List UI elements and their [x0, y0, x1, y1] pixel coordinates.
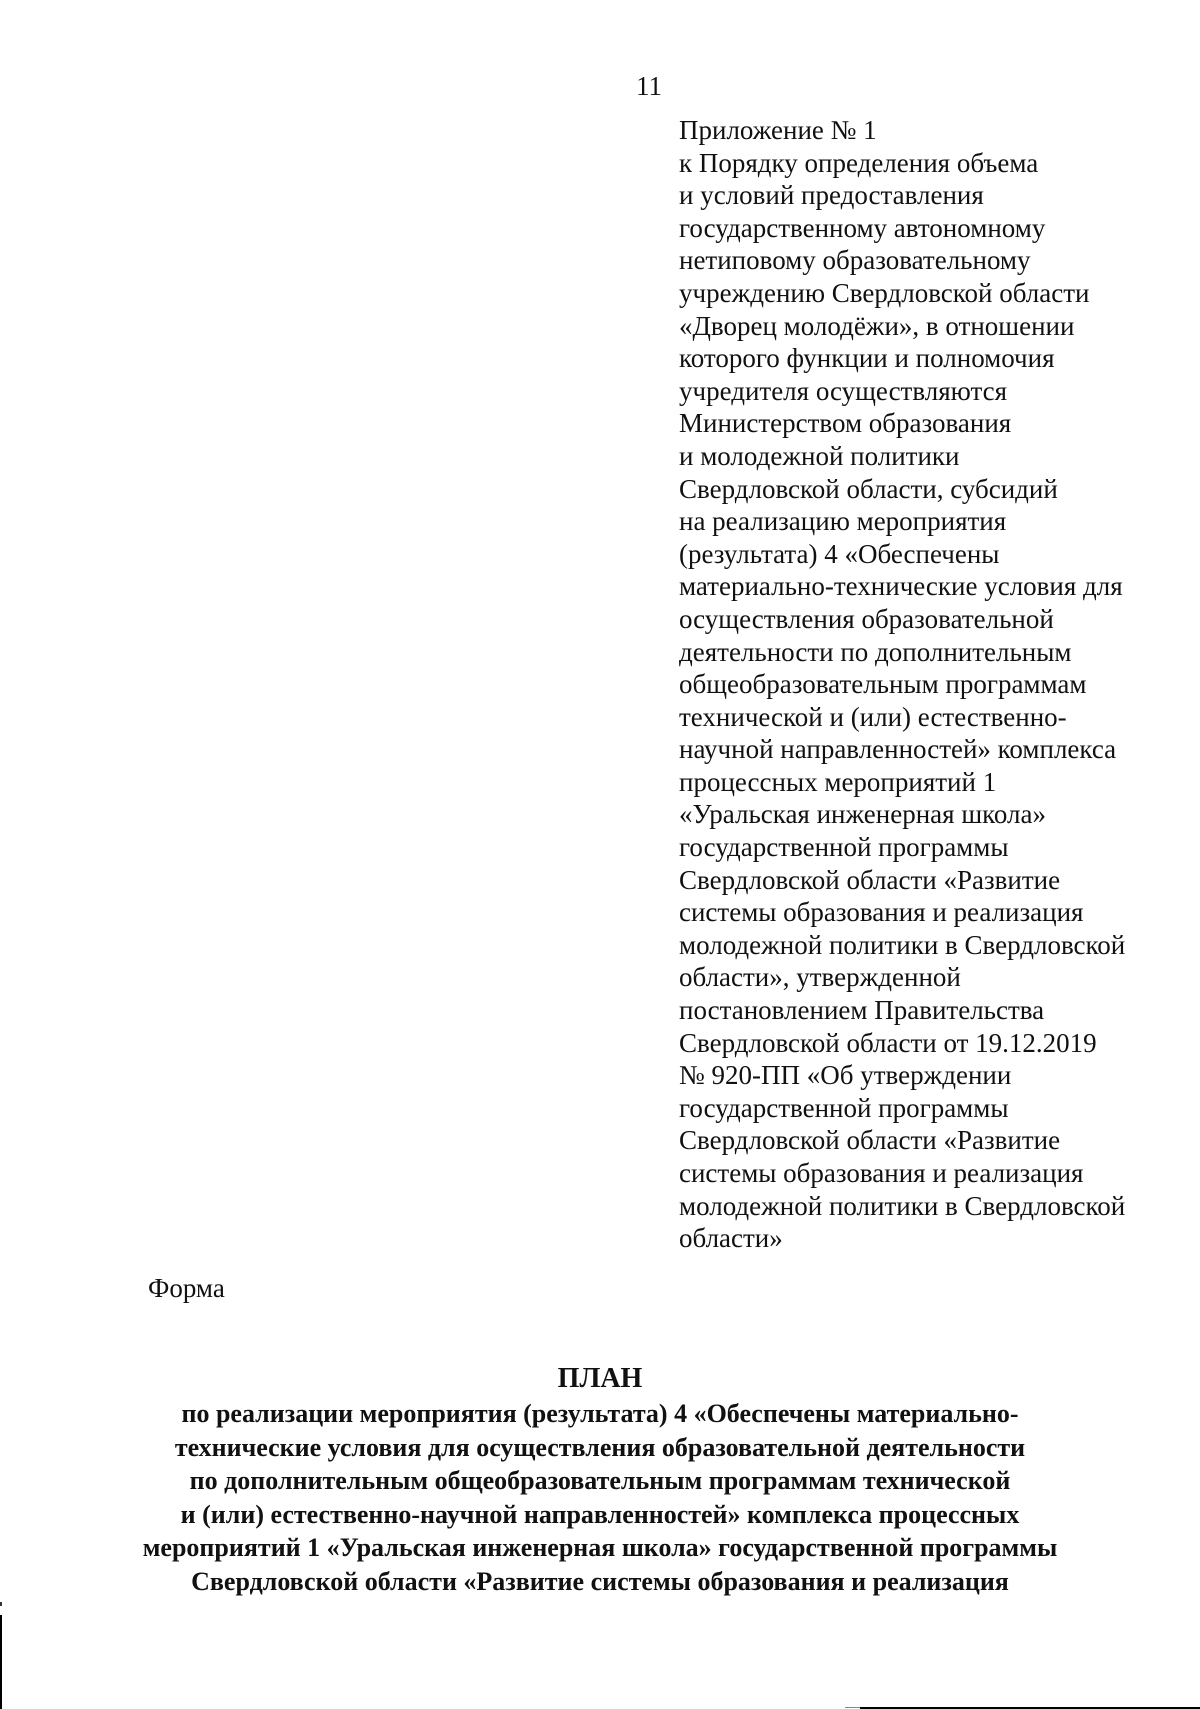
page-number: 11: [636, 71, 662, 101]
appendix-line: системы образования и реализация: [679, 1158, 1084, 1188]
appendix-line: Свердловской области от 19.12.2019: [679, 1027, 1097, 1058]
appendix-line: учреждению Свердловской области: [679, 277, 1090, 308]
appendix-line: государственной программы: [679, 832, 1009, 863]
appendix-line: осуществления образовательной: [679, 603, 1054, 634]
scan-edge-tick: [0, 1602, 2, 1606]
appendix-line: к Порядку определения объема: [679, 147, 1039, 178]
appendix-line: научной направленностей» комплекса: [679, 734, 1117, 765]
scan-edge-left: [0, 1615, 2, 1709]
appendix-heading: Приложение № 1: [679, 115, 877, 145]
appendix-line: учредителя осуществляются: [679, 375, 1007, 406]
plan-subtitle-line: технические условия для осуществления образовательной деятельности: [174, 1432, 1026, 1462]
plan-subtitle-line: по реализации мероприятия (результата) 4 «Обеспечены материально-: [181, 1399, 1019, 1428]
plan-subtitle-line: мероприятий 1 «Уральская инженерная школа» государственной программы: [142, 1533, 1058, 1562]
appendix-line: молодежной политики в Свердловской: [679, 929, 1126, 960]
plan-subtitle-line: по дополнительным общеобразовательным программам технической: [189, 1466, 1011, 1495]
plan-subtitle: [0, 1397, 1200, 1598]
plan-subtitle-line: Свердловской области «Развитие системы образования и реализация: [191, 1566, 1009, 1596]
appendix-line: технической и (или) естественно-: [679, 701, 1067, 732]
appendix-line: материально-технические условия для: [679, 571, 1123, 602]
appendix-line: на реализацию мероприятия: [679, 506, 1007, 537]
appendix-line: деятельности по дополнительным: [679, 636, 1072, 667]
appendix-line: которого функции и полномочия: [679, 343, 1055, 374]
appendix-line: постановлением Правительства: [679, 995, 1045, 1026]
appendix-line: № 920-ПП «Об утверждении: [679, 1060, 1012, 1091]
appendix-block: [679, 114, 1199, 1255]
appendix-line: процессных мероприятий 1: [679, 766, 997, 797]
appendix-line: (результата) 4 «Обеспечены: [679, 538, 1000, 569]
appendix-line: государственному автономному: [679, 212, 1046, 243]
appendix-line: общеобразовательным программам: [679, 669, 1087, 700]
appendix-line: Свердловской области «Развитие: [679, 864, 1061, 895]
appendix-line: Министерством образования: [679, 408, 1012, 439]
appendix-line: молодежной политики в Свердловской: [679, 1190, 1126, 1221]
appendix-line: «Уральская инженерная школа»: [679, 799, 1046, 830]
plan-subtitle-line: и (или) естественно-научной направленностей» комплекса процессных: [180, 1499, 1020, 1529]
appendix-line: Свердловской области «Развитие: [679, 1125, 1061, 1156]
appendix-line: «Дворец молодёжи», в отношении: [679, 310, 1075, 341]
appendix-line: и молодежной политики: [679, 440, 960, 471]
appendix-line: Свердловской области, субсидий: [679, 473, 1058, 504]
appendix-line: нетиповому образовательному: [679, 245, 1031, 276]
appendix-line: области», утвержденной: [679, 962, 961, 993]
appendix-line: области»: [679, 1223, 783, 1254]
plan-title: ПЛАН: [557, 1363, 643, 1394]
appendix-line: системы образования и реализация: [679, 897, 1084, 928]
appendix-line: государственной программы: [679, 1092, 1009, 1123]
appendix-line: и условий предоставления: [679, 180, 984, 211]
form-label: Форма: [148, 1273, 225, 1303]
